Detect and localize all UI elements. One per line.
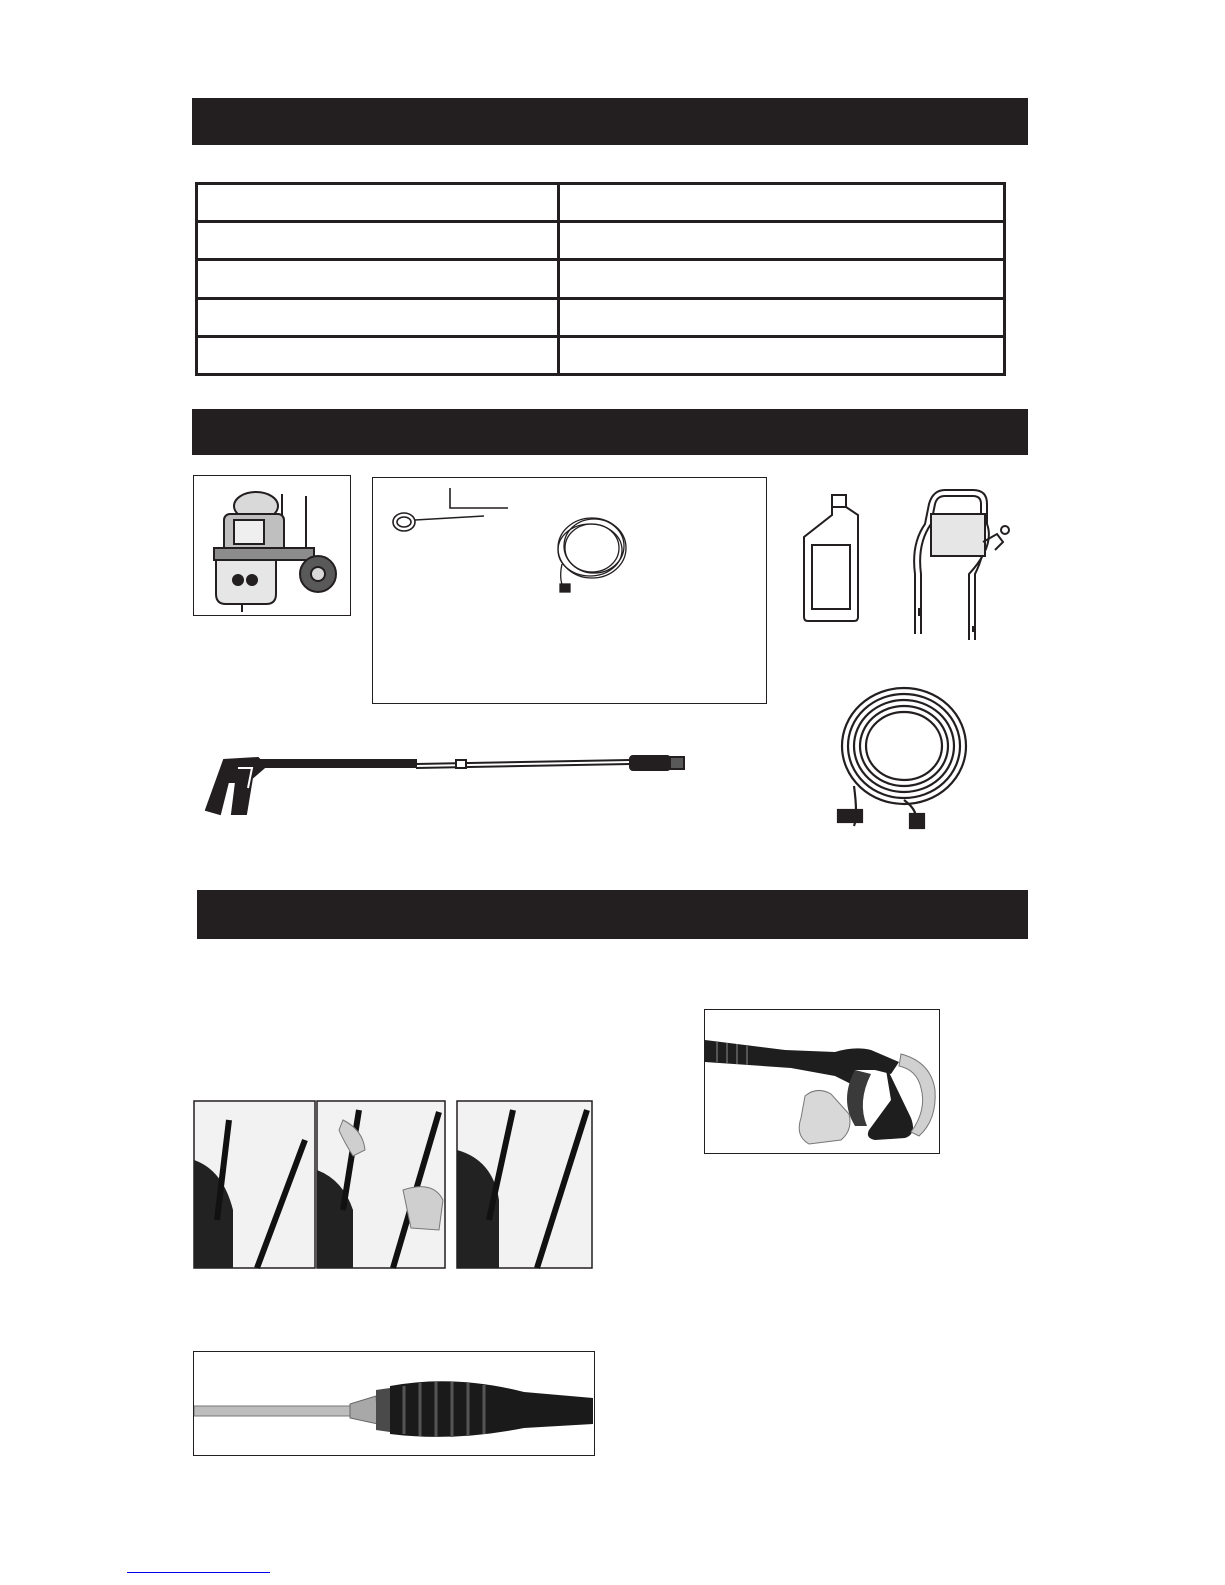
photo-panel — [317, 1101, 445, 1268]
table-row — [197, 336, 1005, 374]
pressure-washer-unit-illustration — [193, 475, 351, 616]
wand-connection-photo — [193, 1351, 595, 1456]
oil-bottle-icon — [798, 493, 862, 623]
table-row — [197, 184, 1005, 222]
nozzle-cleaning-tool-icon — [388, 486, 513, 536]
table-row — [197, 298, 1005, 336]
photo-panel — [194, 1101, 315, 1268]
handle-frame-icon — [905, 484, 1017, 646]
spray-gun-photo — [704, 1009, 940, 1154]
table-cell — [197, 222, 559, 260]
handle-assembly-photos — [193, 1100, 594, 1270]
photo-panel — [457, 1101, 592, 1268]
table-cell — [559, 260, 1005, 298]
table-cell — [197, 336, 559, 374]
table-cell — [197, 184, 559, 222]
high-pressure-hose-icon — [834, 676, 974, 834]
table-cell — [197, 298, 559, 336]
section-header-bar — [197, 890, 1028, 939]
spray-gun-with-wand-icon — [200, 748, 700, 824]
table-cell — [559, 222, 1005, 260]
footer-link[interactable] — [127, 1572, 270, 1573]
table-cell — [197, 260, 559, 298]
section-header-bar — [192, 98, 1028, 145]
table-row — [197, 260, 1005, 298]
section-header-bar — [192, 409, 1028, 455]
table-cell — [559, 298, 1005, 336]
table-cell — [559, 184, 1005, 222]
table-row — [197, 222, 1005, 260]
table-cell — [559, 336, 1005, 374]
siphon-hose-icon — [548, 504, 636, 596]
specifications-table — [195, 182, 1006, 376]
